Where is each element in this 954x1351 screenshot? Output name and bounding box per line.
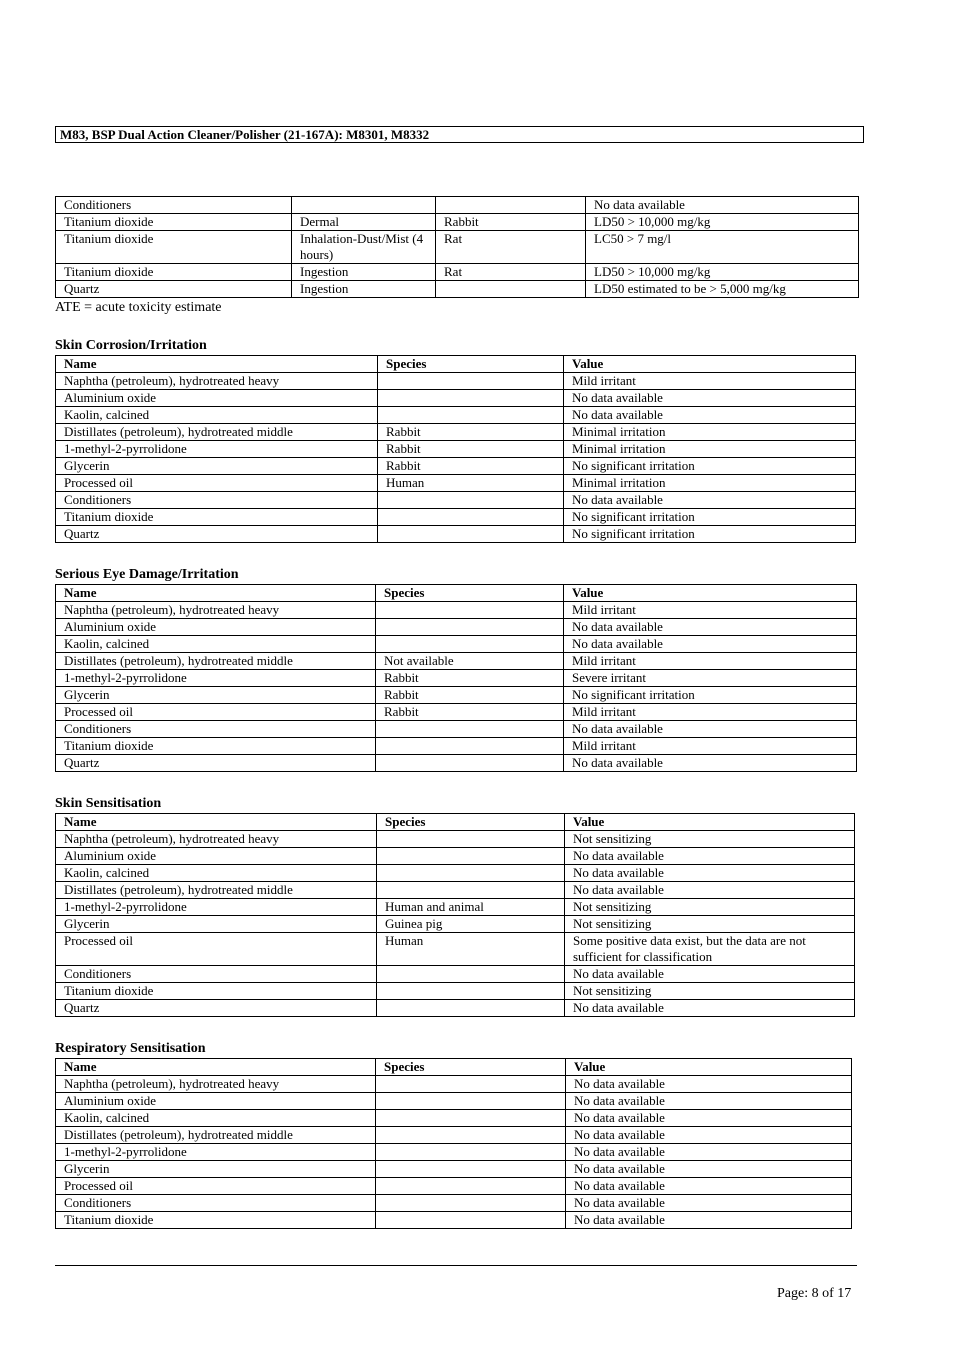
table-cell-species	[378, 509, 564, 526]
table-cell-name: Conditioners	[56, 721, 376, 738]
table-cell-value: LC50 > 7 mg/l	[586, 231, 859, 264]
table-cell-name: Aluminium oxide	[56, 1093, 376, 1110]
table-cell-value: No data available	[564, 636, 857, 653]
table-cell-value: No data available	[564, 721, 857, 738]
table-cell-species	[376, 602, 564, 619]
table-cell-name: Titanium dioxide	[56, 214, 292, 231]
table-row	[56, 1144, 852, 1161]
table-cell-name: Distillates (petroleum), hydrotreated middle	[56, 424, 378, 441]
table-cell-species	[376, 1127, 566, 1144]
table-cell-species	[376, 1161, 566, 1178]
table-cell-species	[376, 1195, 566, 1212]
table-cell-value: No data available	[566, 1127, 852, 1144]
column-header-species: Species	[376, 585, 564, 602]
table-cell-value: LD50 > 10,000 mg/kg	[586, 264, 859, 281]
eye-damage-body	[56, 602, 857, 772]
table-cell-value: No data available	[565, 1000, 855, 1017]
table-cell-name: Titanium dioxide	[56, 738, 376, 755]
table-cell-species: Rabbit	[378, 441, 564, 458]
table-cell-species	[378, 492, 564, 509]
table-cell-name: Naphtha (petroleum), hydrotreated heavy	[56, 831, 377, 848]
table-cell-value: No significant irritation	[564, 458, 856, 475]
skin-sensitisation-table	[55, 813, 855, 1017]
respiratory-sensitisation-table	[55, 1058, 852, 1229]
table-cell-species	[377, 848, 565, 865]
table-cell-value: No data available	[564, 390, 856, 407]
table-row	[56, 264, 859, 281]
table-cell-species: Rat	[436, 264, 586, 281]
table-header-row	[56, 356, 856, 373]
table-row	[56, 933, 855, 966]
table-row	[56, 721, 857, 738]
table-cell-name: Processed oil	[56, 475, 378, 492]
table-cell-value: Not sensitizing	[565, 831, 855, 848]
table-cell-route: Ingestion	[292, 281, 436, 298]
table-row	[56, 373, 856, 390]
table-row	[56, 441, 856, 458]
table-cell-name: 1-methyl-2-pyrrolidone	[56, 899, 377, 916]
table-cell-value: Mild irritant	[564, 373, 856, 390]
table-cell-species: Rabbit	[376, 670, 564, 687]
table-cell-name: Titanium dioxide	[56, 1212, 376, 1229]
table-cell-name: Quartz	[56, 1000, 377, 1017]
table-row	[56, 407, 856, 424]
table-cell-value: No data available	[566, 1144, 852, 1161]
table-row	[56, 882, 855, 899]
table-row	[56, 1110, 852, 1127]
table-cell-value: LD50 estimated to be > 5,000 mg/kg	[586, 281, 859, 298]
table-cell-value: No data available	[566, 1093, 852, 1110]
table-cell-value: No data available	[566, 1212, 852, 1229]
table-cell-value: Minimal irritation	[564, 441, 856, 458]
table-row	[56, 197, 859, 214]
column-header-species: Species	[378, 356, 564, 373]
table-cell-value: Minimal irritation	[564, 475, 856, 492]
table-cell-value: No data available	[566, 1110, 852, 1127]
table-cell-value: Minimal irritation	[564, 424, 856, 441]
column-header-value: Value	[564, 356, 856, 373]
table-cell-value: No significant irritation	[564, 687, 857, 704]
table-cell-species	[376, 721, 564, 738]
table-cell-species	[436, 197, 586, 214]
table-cell-value: No data available	[565, 882, 855, 899]
table-cell-value: Mild irritant	[564, 704, 857, 721]
table-cell-name: Quartz	[56, 281, 292, 298]
table-header-row	[56, 814, 855, 831]
skin-sensitisation-body	[56, 831, 855, 1017]
table-cell-value: No significant irritation	[564, 526, 856, 543]
table-cell-species: Rabbit	[376, 687, 564, 704]
skin-sensitisation-title: Skin Sensitisation	[55, 796, 162, 811]
table-cell-name: Quartz	[56, 755, 376, 772]
table-cell-name: 1-methyl-2-pyrrolidone	[56, 441, 378, 458]
table-cell-route: Inhalation-Dust/Mist (4 hours)	[292, 231, 436, 264]
table-cell-route	[292, 197, 436, 214]
table-cell-value: Mild irritant	[564, 738, 857, 755]
table-row	[56, 458, 856, 475]
ate-note: ATE = acute toxicity estimate	[55, 300, 222, 315]
table-cell-name: Titanium dioxide	[56, 264, 292, 281]
table-cell-name: Distillates (petroleum), hydrotreated middle	[56, 882, 377, 899]
table-cell-species	[376, 738, 564, 755]
table-header-row	[56, 1059, 852, 1076]
table-cell-value: No data available	[565, 848, 855, 865]
table-cell-species	[376, 1076, 566, 1093]
table-row	[56, 687, 857, 704]
table-cell-name: Naphtha (petroleum), hydrotreated heavy	[56, 1076, 376, 1093]
table-cell-name: Processed oil	[56, 1178, 376, 1195]
table-cell-species	[378, 407, 564, 424]
table-cell-name: Titanium dioxide	[56, 231, 292, 264]
table-cell-name: 1-methyl-2-pyrrolidone	[56, 670, 376, 687]
table-cell-value: Not sensitizing	[565, 916, 855, 933]
table-cell-name: Titanium dioxide	[56, 509, 378, 526]
table-cell-species: Not available	[376, 653, 564, 670]
eye-damage-table	[55, 584, 857, 772]
table-row	[56, 602, 857, 619]
table-cell-species	[378, 373, 564, 390]
table-row	[56, 509, 856, 526]
table-cell-value: Severe irritant	[564, 670, 857, 687]
table-cell-species: Human and animal	[377, 899, 565, 916]
table-cell-species: Human	[378, 475, 564, 492]
table-cell-species	[376, 1178, 566, 1195]
column-header-name: Name	[56, 356, 378, 373]
table-cell-name: 1-methyl-2-pyrrolidone	[56, 1144, 376, 1161]
table-row	[56, 492, 856, 509]
table-cell-value: No data available	[564, 755, 857, 772]
table-cell-value: Mild irritant	[564, 602, 857, 619]
table-cell-species	[378, 390, 564, 407]
table-row	[56, 1161, 852, 1178]
acute-toxicity-table	[55, 196, 859, 298]
table-cell-name: Titanium dioxide	[56, 983, 377, 1000]
table-cell-name: Conditioners	[56, 1195, 376, 1212]
table-cell-route: Dermal	[292, 214, 436, 231]
table-cell-species	[377, 1000, 565, 1017]
table-cell-name: Distillates (petroleum), hydrotreated middle	[56, 653, 376, 670]
table-cell-species	[377, 983, 565, 1000]
table-row	[56, 424, 856, 441]
table-cell-name: Processed oil	[56, 933, 377, 966]
table-row	[56, 755, 857, 772]
table-row	[56, 738, 857, 755]
table-cell-species	[376, 1144, 566, 1161]
table-row	[56, 475, 856, 492]
table-row	[56, 983, 855, 1000]
table-row	[56, 966, 855, 983]
table-row	[56, 281, 859, 298]
column-header-value: Value	[564, 585, 857, 602]
table-cell-species: Rabbit	[436, 214, 586, 231]
table-cell-name: Glycerin	[56, 1161, 376, 1178]
table-row	[56, 1000, 855, 1017]
table-row	[56, 1127, 852, 1144]
table-cell-name: Glycerin	[56, 458, 378, 475]
respiratory-sensitisation-body	[56, 1076, 852, 1229]
table-cell-species	[377, 882, 565, 899]
column-header-name: Name	[56, 1059, 376, 1076]
table-cell-species: Guinea pig	[377, 916, 565, 933]
table-cell-species: Rabbit	[378, 424, 564, 441]
table-cell-name: Conditioners	[56, 197, 292, 214]
table-cell-species: Rabbit	[378, 458, 564, 475]
table-row	[56, 1076, 852, 1093]
table-cell-species	[436, 281, 586, 298]
table-cell-name: Processed oil	[56, 704, 376, 721]
table-row	[56, 1093, 852, 1110]
table-cell-name: Aluminium oxide	[56, 390, 378, 407]
table-cell-value: No data available	[565, 865, 855, 882]
table-header-row	[56, 585, 857, 602]
table-cell-name: Kaolin, calcined	[56, 865, 377, 882]
table-cell-value: No data available	[566, 1161, 852, 1178]
table-row	[56, 848, 855, 865]
table-cell-name: Quartz	[56, 526, 378, 543]
page-number: Page: 8 of 17	[777, 1286, 852, 1301]
table-cell-name: Kaolin, calcined	[56, 636, 376, 653]
table-cell-value: Not sensitizing	[565, 983, 855, 1000]
table-cell-species: Human	[377, 933, 565, 966]
table-cell-value: No data available	[565, 966, 855, 983]
table-row	[56, 704, 857, 721]
table-cell-name: Conditioners	[56, 966, 377, 983]
document-header-title: M83, BSP Dual Action Cleaner/Polisher (21-167A): M8301, M8332	[55, 126, 864, 143]
column-header-species: Species	[377, 814, 565, 831]
footer-divider	[55, 1265, 857, 1266]
table-cell-species	[376, 619, 564, 636]
table-row	[56, 231, 859, 264]
table-row	[56, 390, 856, 407]
table-row	[56, 619, 857, 636]
table-cell-name: Kaolin, calcined	[56, 407, 378, 424]
table-cell-name: Glycerin	[56, 916, 377, 933]
skin-corrosion-title: Skin Corrosion/Irritation	[55, 338, 207, 353]
table-cell-value: No data available	[566, 1195, 852, 1212]
column-header-species: Species	[376, 1059, 566, 1076]
table-cell-name: Naphtha (petroleum), hydrotreated heavy	[56, 602, 376, 619]
table-row	[56, 1178, 852, 1195]
table-cell-species	[378, 526, 564, 543]
table-cell-name: Aluminium oxide	[56, 848, 377, 865]
table-cell-species	[376, 636, 564, 653]
table-row	[56, 526, 856, 543]
table-cell-value: No data available	[566, 1178, 852, 1195]
table-cell-name: Naphtha (petroleum), hydrotreated heavy	[56, 373, 378, 390]
table-cell-name: Kaolin, calcined	[56, 1110, 376, 1127]
skin-corrosion-table	[55, 355, 856, 543]
table-cell-species	[377, 966, 565, 983]
acute-toxicity-body	[56, 197, 859, 298]
respiratory-sensitisation-title: Respiratory Sensitisation	[55, 1041, 206, 1056]
table-cell-value: No significant irritation	[564, 509, 856, 526]
table-cell-species	[377, 831, 565, 848]
column-header-value: Value	[565, 814, 855, 831]
table-cell-route: Ingestion	[292, 264, 436, 281]
column-header-name: Name	[56, 585, 376, 602]
table-cell-value: No data available	[564, 492, 856, 509]
table-row	[56, 1195, 852, 1212]
table-cell-name: Aluminium oxide	[56, 619, 376, 636]
table-cell-name: Distillates (petroleum), hydrotreated middle	[56, 1127, 376, 1144]
table-row	[56, 831, 855, 848]
skin-corrosion-body	[56, 373, 856, 543]
column-header-value: Value	[566, 1059, 852, 1076]
table-cell-species: Rat	[436, 231, 586, 264]
table-cell-value: LD50 > 10,000 mg/kg	[586, 214, 859, 231]
table-cell-name: Glycerin	[56, 687, 376, 704]
table-cell-value: No data available	[564, 619, 857, 636]
table-cell-value: Mild irritant	[564, 653, 857, 670]
table-row	[56, 916, 855, 933]
eye-damage-title: Serious Eye Damage/Irritation	[55, 567, 239, 582]
table-cell-species	[376, 1212, 566, 1229]
table-cell-value: No data available	[586, 197, 859, 214]
table-row	[56, 653, 857, 670]
table-cell-value: No data available	[566, 1076, 852, 1093]
table-cell-value: Some positive data exist, but the data are not sufficient for classification	[565, 933, 855, 966]
table-cell-species	[376, 1093, 566, 1110]
table-cell-species: Rabbit	[376, 704, 564, 721]
table-row	[56, 1212, 852, 1229]
table-row	[56, 636, 857, 653]
column-header-name: Name	[56, 814, 377, 831]
table-row	[56, 865, 855, 882]
table-cell-species	[376, 755, 564, 772]
table-cell-value: Not sensitizing	[565, 899, 855, 916]
table-row	[56, 214, 859, 231]
table-row	[56, 670, 857, 687]
table-row	[56, 899, 855, 916]
table-cell-species	[376, 1110, 566, 1127]
table-cell-name: Conditioners	[56, 492, 378, 509]
table-cell-value: No data available	[564, 407, 856, 424]
table-cell-species	[377, 865, 565, 882]
